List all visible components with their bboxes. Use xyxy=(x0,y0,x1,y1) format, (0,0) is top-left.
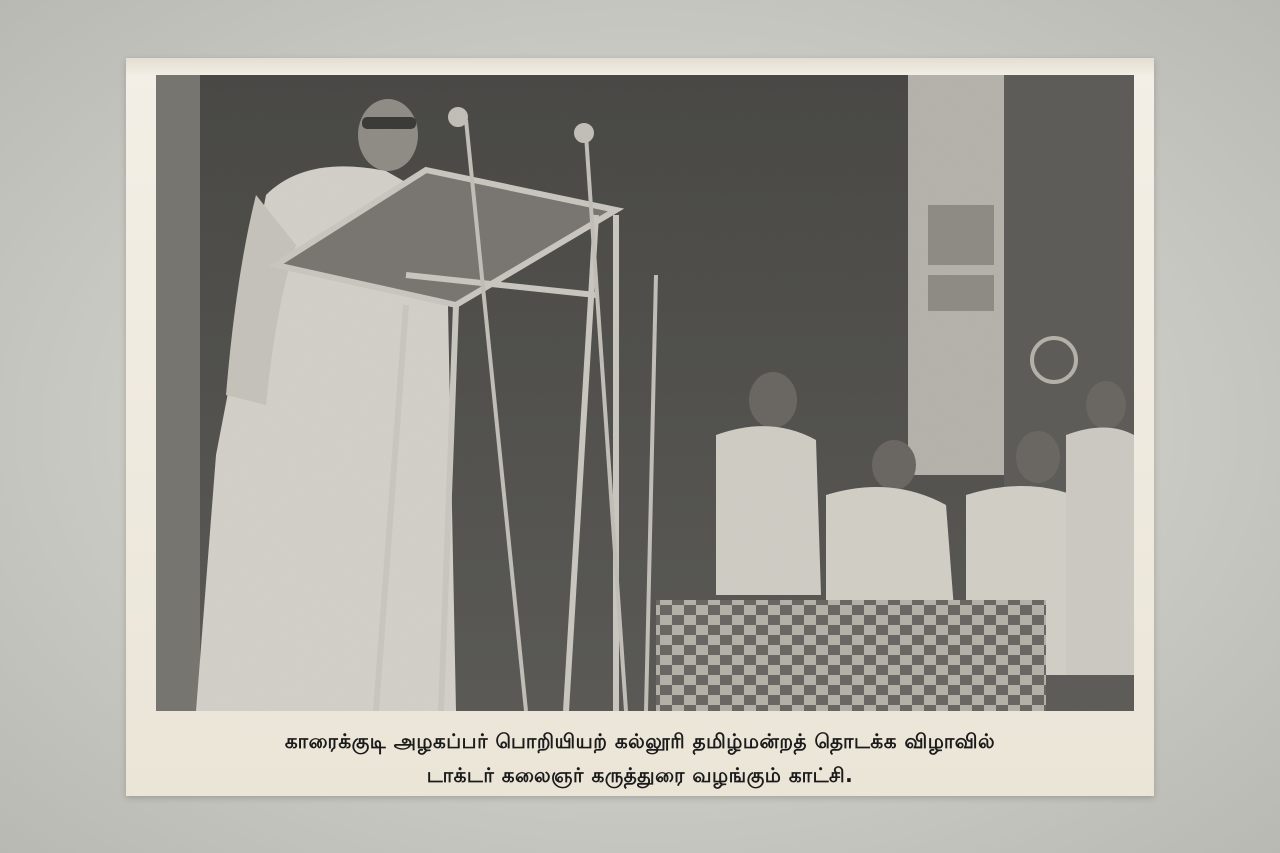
halftone-grain xyxy=(156,75,1134,711)
halftone-photograph xyxy=(156,75,1134,711)
caption-line-2: டாக்டர் கலைஞர் கருத்துரை வழங்கும் காட்சி. xyxy=(426,763,854,787)
photo-caption xyxy=(126,724,1154,792)
caption-line-1: காரைக்குடி அழகப்பர் பொறியியற் கல்லூரி தமிழ்மன்றத் தொடக்க விழாவில் xyxy=(284,729,996,753)
photo-illustration xyxy=(156,75,1134,711)
